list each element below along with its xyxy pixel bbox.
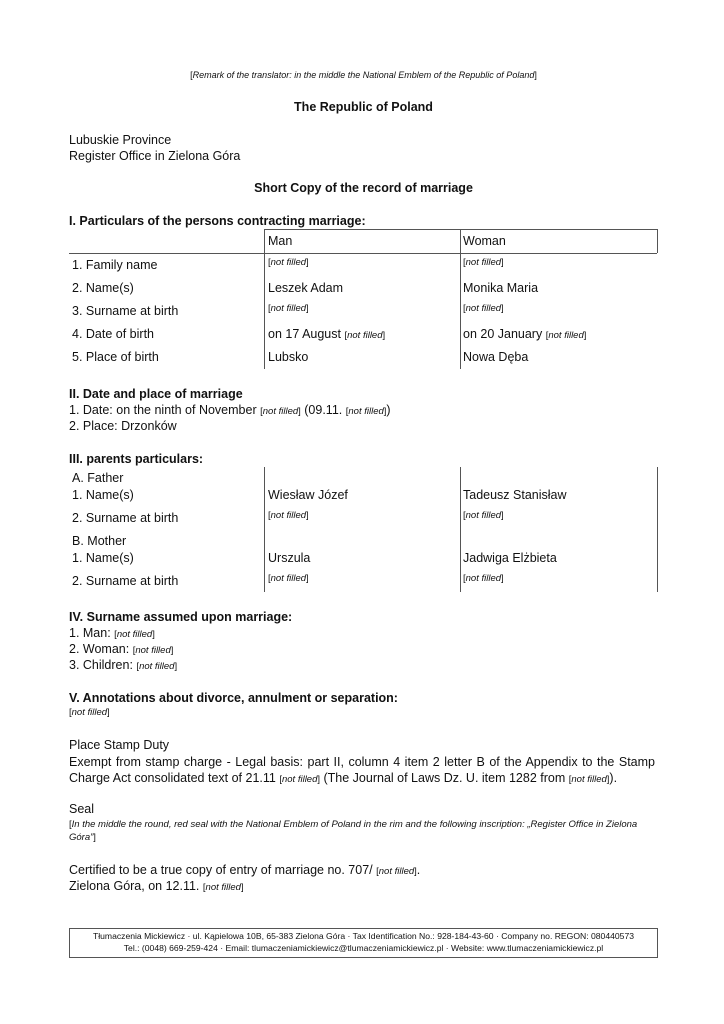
row-family-name-woman: [not filled] bbox=[463, 257, 504, 268]
seal-remark: [In the middle the round, red seal with the National Emblem of Poland in the rim and the following inscription: „Register Office in Zielona Góra”] bbox=[69, 819, 638, 843]
translator-remark: [Remark of the translator: in the middle the National Emblem of the Republic of Poland] bbox=[190, 70, 537, 80]
row-dob-man: on 17 August [not filled] bbox=[268, 327, 386, 341]
mother-surname-woman: [not filled] bbox=[463, 573, 504, 584]
surname-children: 3. Children: [not filled] bbox=[69, 658, 178, 672]
row-names-label: 2. Name(s) bbox=[72, 281, 134, 295]
father-name-man: Wiesław Józef bbox=[268, 488, 348, 502]
section3-heading: III. parents particulars: bbox=[69, 452, 204, 466]
col-man-header: Man bbox=[268, 234, 293, 248]
mother-name-man: Urszula bbox=[268, 551, 311, 565]
marriage-place: 2. Place: Drzonków bbox=[69, 419, 177, 433]
row-surname-birth-woman: [not filled] bbox=[463, 303, 504, 314]
row-pob-woman: Nowa Dęba bbox=[463, 350, 529, 364]
section4-heading: IV. Surname assumed upon marriage: bbox=[69, 610, 293, 624]
certification-place-date: Zielona Góra, on 12.11. [not filled] bbox=[69, 879, 244, 893]
document-title: Short Copy of the record of marriage bbox=[254, 181, 473, 195]
section5-heading: V. Annotations about divorce, annulment or separation: bbox=[69, 691, 398, 705]
father-surname-man: [not filled] bbox=[268, 510, 309, 521]
row-names-woman: Monika Maria bbox=[463, 281, 539, 295]
father-name-woman: Tadeusz Stanisław bbox=[463, 488, 567, 502]
footer-line1: Tłumaczenia Mickiewicz · ul. Kąpielowa 10B, 65-383 Zielona Góra · Tax Identification No.: 928-184-43-60 · Company no. REGON: 080440573 bbox=[92, 931, 635, 941]
row-surname-birth-man: [not filled] bbox=[268, 303, 309, 314]
parents-divider-left bbox=[264, 467, 265, 592]
country-title: The Republic of Poland bbox=[294, 100, 433, 114]
annotations-value: [not filled] bbox=[69, 707, 110, 718]
father-label: A. Father bbox=[72, 471, 124, 485]
row-pob-label: 5. Place of birth bbox=[72, 350, 159, 364]
register-office: Register Office in Zielona Góra bbox=[69, 149, 241, 163]
footer-line2: Tel.: (0048) 669-259-424 · Email: tlumaczeniamickiewicz@tlumaczeniamickiewicz.pl · Website: www.tlumaczeniamickiewicz.pl bbox=[123, 943, 604, 953]
table-divider-left bbox=[264, 229, 265, 369]
col-woman-header: Woman bbox=[463, 234, 506, 248]
surname-woman: 2. Woman: [not filled] bbox=[69, 642, 174, 656]
father-surname-woman: [not filled] bbox=[463, 510, 504, 521]
translator-remark-text: Remark of the translator: in the middle the National Emblem of the Republic of Poland bbox=[192, 70, 535, 80]
parents-divider-right bbox=[460, 467, 461, 592]
table-header-border bbox=[69, 253, 657, 254]
row-names-man: Leszek Adam bbox=[268, 281, 344, 295]
province: Lubuskie Province bbox=[69, 133, 172, 147]
row-pob-man: Lubsko bbox=[268, 350, 309, 364]
row-family-name-man: [not filled] bbox=[268, 257, 309, 268]
row-dob-woman: on 20 January [not filled] bbox=[463, 327, 587, 341]
mother-name-label: 1. Name(s) bbox=[72, 551, 134, 565]
table-divider-right bbox=[460, 229, 461, 369]
mother-label: B. Mother bbox=[72, 534, 127, 548]
stamp-heading: Place Stamp Duty bbox=[69, 738, 170, 752]
row-family-name-label: 1. Family name bbox=[72, 258, 158, 272]
father-surname-label: 2. Surname at birth bbox=[72, 511, 179, 525]
stamp-text: Exempt from stamp charge - Legal basis: part II, column 4 item 2 letter B of the Appendix to the Stamp Charge Act consolidated text of 21.11 [not filled] (The Journal of Laws Dz. U. item 1282 from [not filled]). bbox=[69, 755, 655, 785]
mother-surname-man: [not filled] bbox=[268, 573, 309, 584]
section1-heading: I. Particulars of the persons contracting marriage: bbox=[69, 214, 366, 228]
certification-line: Certified to be a true copy of entry of marriage no. 707/ [not filled]. bbox=[69, 863, 421, 877]
table-right-border bbox=[657, 229, 658, 253]
father-name-label: 1. Name(s) bbox=[72, 488, 134, 502]
footer bbox=[69, 928, 658, 958]
mother-name-woman: Jadwiga Elżbieta bbox=[463, 551, 557, 565]
surname-man: 1. Man: [not filled] bbox=[69, 626, 155, 640]
section2-heading: II. Date and place of marriage bbox=[69, 387, 243, 401]
seal-heading: Seal bbox=[69, 802, 95, 816]
parents-right-border bbox=[657, 467, 658, 592]
mother-surname-label: 2. Surname at birth bbox=[72, 574, 179, 588]
marriage-date: 1. Date: on the ninth of November [not filled] (09.11. [not filled]) bbox=[69, 403, 391, 417]
row-dob-label: 4. Date of birth bbox=[72, 327, 154, 341]
row-surname-birth-label: 3. Surname at birth bbox=[72, 304, 179, 318]
